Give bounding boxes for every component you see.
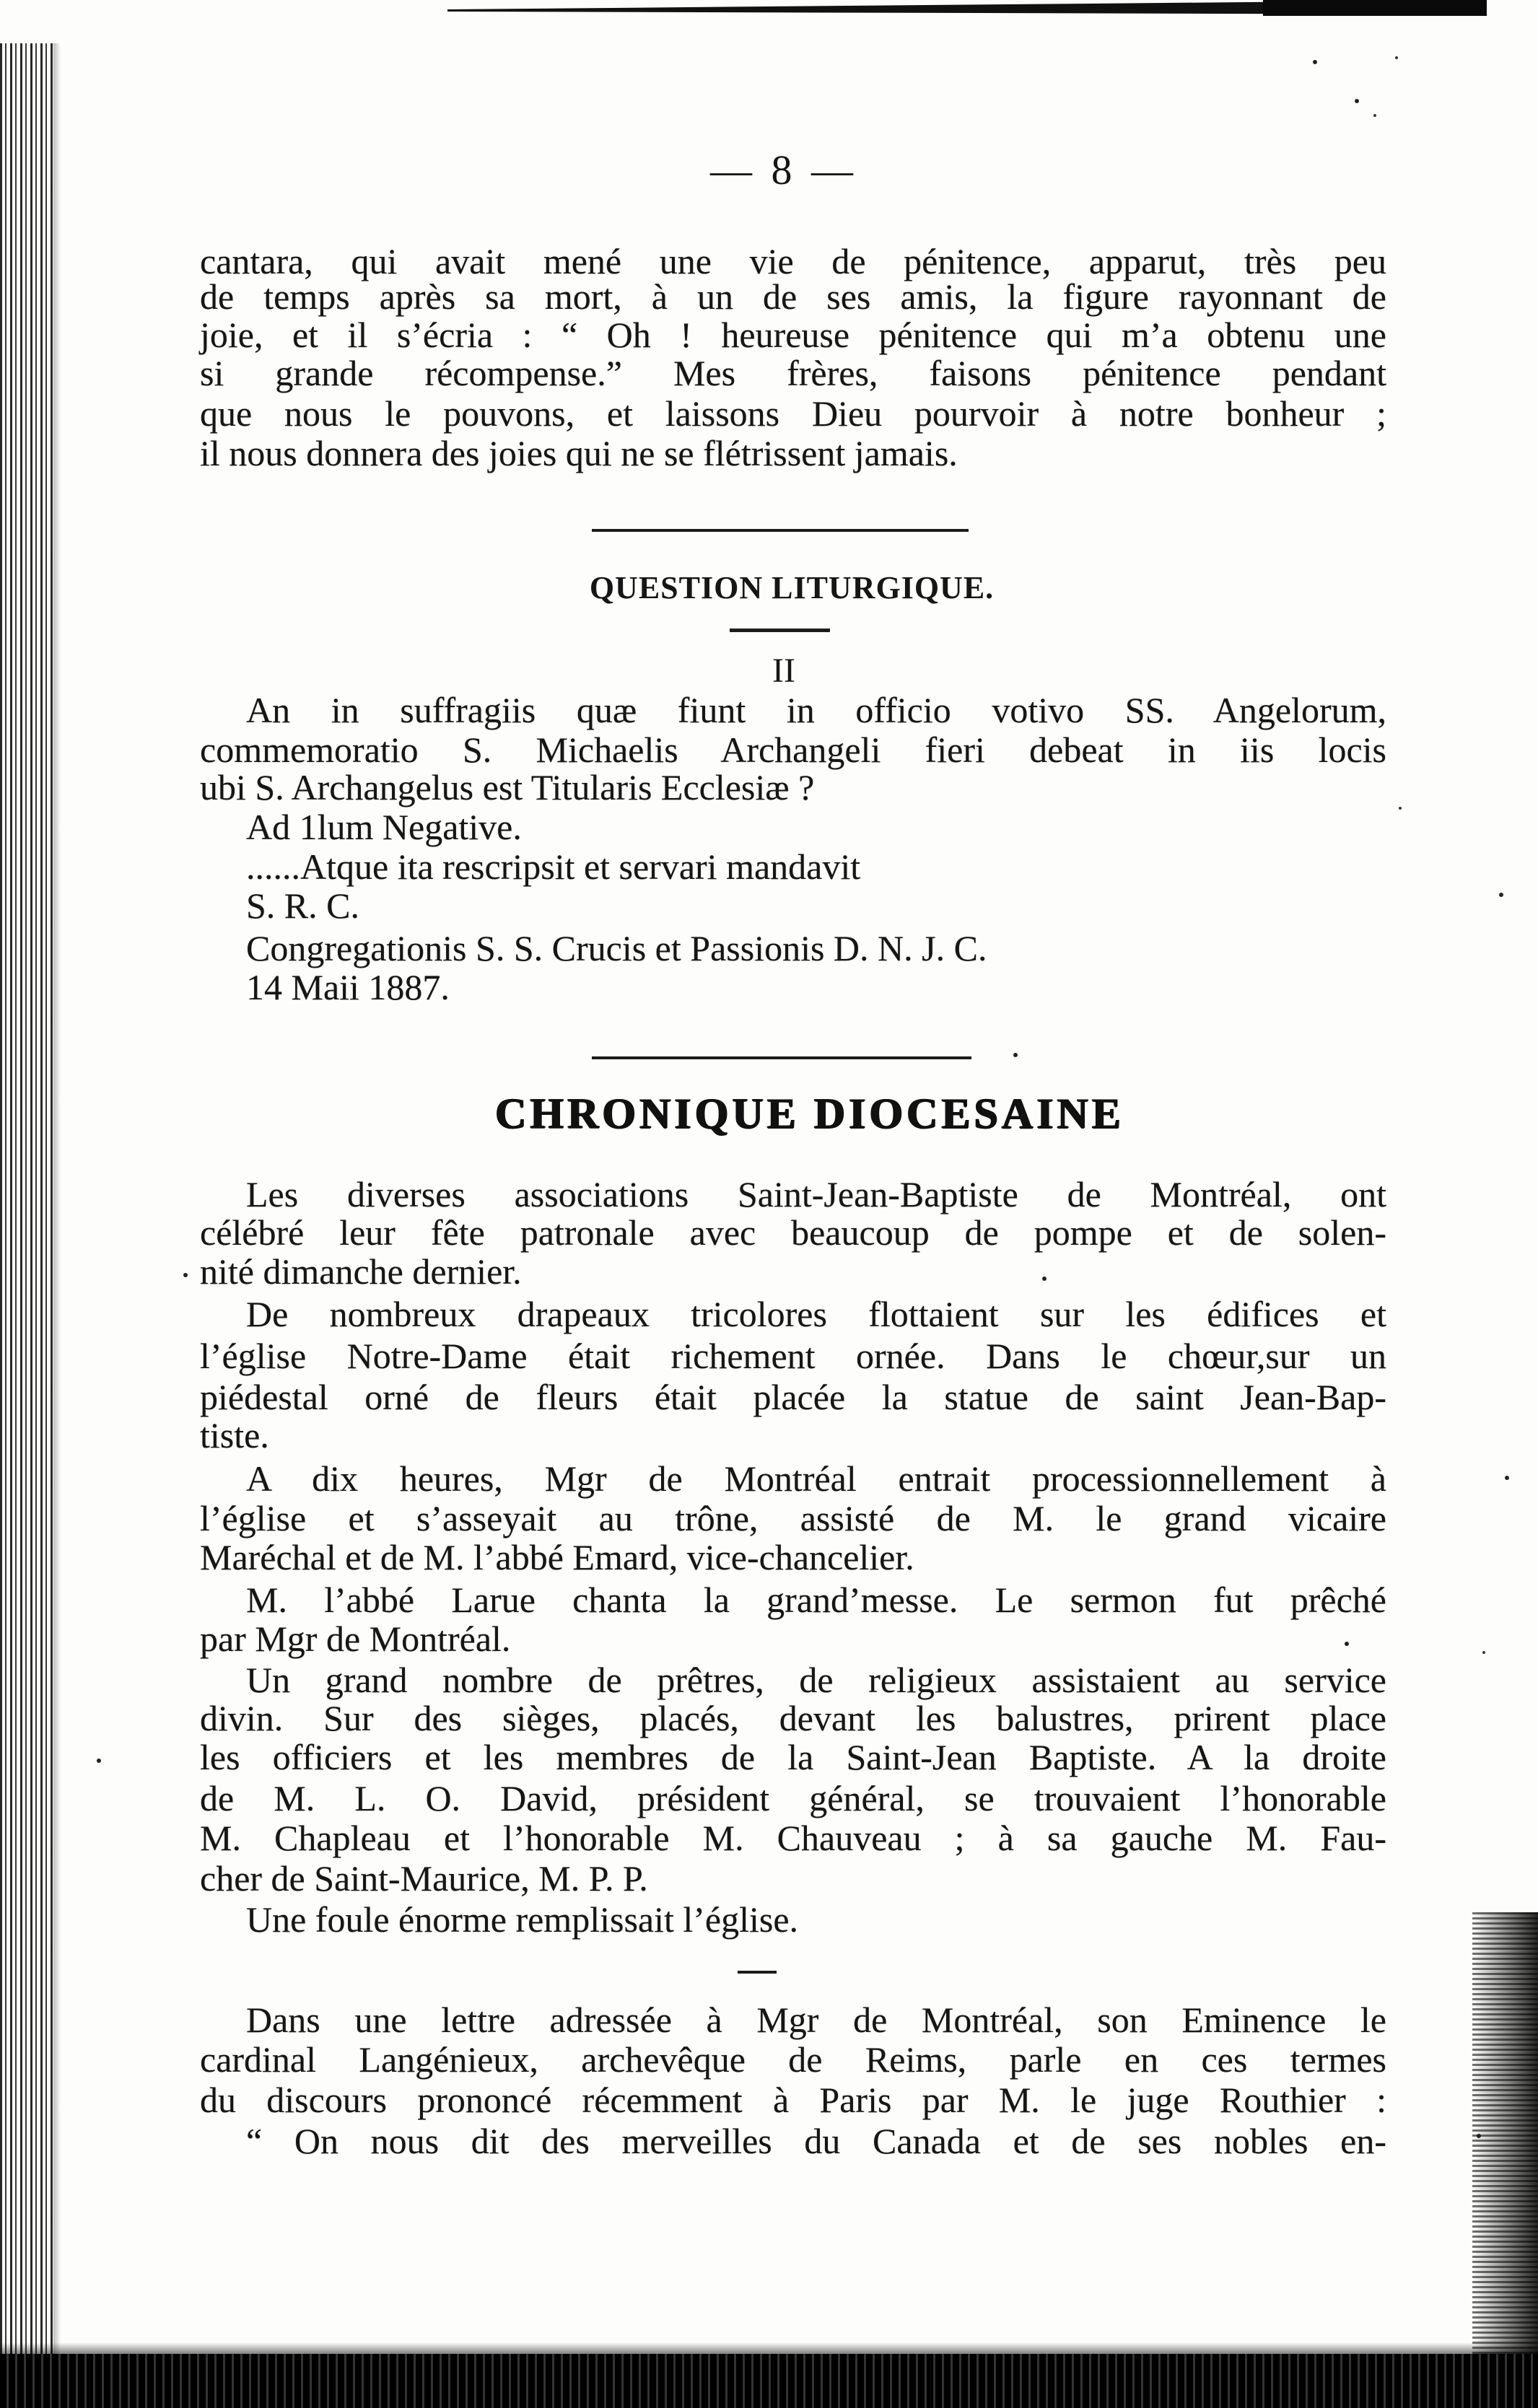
text-line: de temps après sa mort, à un de ses amis, la figure rayonnant de [200, 276, 1386, 317]
text-line: l’église Notre-Dame était richement ornée. Dans le chœur,sur un [200, 1336, 1386, 1376]
section-heading: QUESTION LITURGIQUE. [589, 570, 995, 605]
scan-speck [1355, 99, 1359, 103]
text-line: que nous le pouvons, et laissons Dieu pourvoir à notre bonheur ; [200, 393, 1386, 434]
text-line: cher de Saint-Maurice, M. P. P. [200, 1858, 648, 1899]
scan-binding-shadow [53, 43, 61, 2367]
text-line: joie, et il s’écria : “ Oh ! heureuse pénitence qui m’a obtenu une [200, 315, 1386, 355]
scan-speck [183, 1273, 188, 1277]
text-line: cantara, qui avait mené une vie de pénitence, apparut, très peu [200, 241, 1386, 281]
scan-speck [1399, 807, 1402, 810]
scan-speck [1013, 1053, 1018, 1057]
scan-edge-top-thick [1263, 0, 1487, 16]
page-number: — 8 — [710, 146, 857, 193]
text-line: cardinal Langénieux, archevêque de Reims, parle en ces termes [200, 2039, 1386, 2080]
text-line: Un grand nombre de prêtres, de religieux assistaient au service [246, 1660, 1386, 1700]
text-line: divin. Sur des sièges, placés, devant les balustres, prirent place [200, 1698, 1386, 1738]
scan-edge-bottom [0, 2354, 1538, 2408]
text-line: tiste. [200, 1415, 269, 1455]
scan-speck [1395, 56, 1398, 59]
text-line: Une foule énorme remplissait l’église. [246, 1899, 799, 1940]
text-line: si grande récompense.” Mes frères, faisons pénitence pendant [200, 353, 1386, 393]
text-line: par Mgr de Montréal. [200, 1619, 511, 1659]
text-line: piédestal orné de fleurs était placée la statue de saint Jean-Bap- [200, 1377, 1386, 1417]
text-line: A dix heures, Mgr de Montréal entrait processionnellement à [246, 1458, 1386, 1499]
section-numeral: II [772, 652, 795, 690]
text-line: ......Atque ita rescripsit et servari mandavit [246, 846, 861, 887]
text-line: de M. L. O. David, président général, se trouvaient l’honorable [200, 1778, 1386, 1818]
section-heading: CHRONIQUE DIOCESAINE [495, 1090, 1124, 1137]
scan-binding-left [0, 43, 53, 2367]
text-line: Les diverses associations Saint-Jean-Baptiste de Montréal, ont [246, 1174, 1386, 1214]
text-line: Dans une lettre adressée à Mgr de Montréal, son Eminence le [246, 2000, 1386, 2040]
text-line: l’église et s’asseyait au trône, assisté de M. le grand vicaire [200, 1498, 1386, 1538]
scan-speck [1373, 114, 1376, 117]
text-line: il nous donnera des joies qui ne se flétrissent jamais. [200, 433, 958, 473]
scan-edge-right [1472, 1912, 1538, 2374]
text-line: Maréchal et de M. l’abbé Emard, vice-chancelier. [200, 1537, 914, 1577]
text-line: Ad 1lum Negative. [246, 807, 522, 847]
scan-speck [1313, 60, 1317, 64]
scan-speck [97, 1759, 101, 1763]
text-line: M. l’abbé Larue chanta la grand’messe. Le sermon fut prêché [246, 1580, 1386, 1620]
heading-underline [730, 629, 830, 632]
text-line: les officiers et les membres de la Saint-Jean Baptiste. A la droite [200, 1737, 1386, 1777]
scan-speck [1499, 893, 1503, 897]
text-line: An in suffragiis quæ fiunt in officio votivo SS. Angelorum, [246, 690, 1386, 730]
scan-speck [1505, 1476, 1509, 1480]
section-divider [592, 1056, 971, 1059]
text-line: nité dimanche dernier. [200, 1251, 522, 1292]
text-line: Congregationis S. S. Crucis et Passionis D. N. J. C. [246, 928, 987, 968]
text-line: commemoratio S. Michaelis Archangeli fieri debeat in iis locis [200, 730, 1386, 770]
text-line: célébré leur fête patronale avec beaucoup de pompe et de solen- [200, 1212, 1386, 1253]
text-line: ubi S. Archangelus est Titularis Ecclesiæ ? [200, 767, 815, 807]
scan-edge-top [433, 0, 1487, 17]
section-divider [592, 529, 969, 532]
text-line: S. R. C. [246, 885, 360, 926]
short-separator [738, 1971, 777, 1974]
text-line: 14 Maii 1887. [246, 967, 450, 1007]
text-line: M. Chapleau et l’honorable M. Chauveau ; à sa gauche M. Fau- [200, 1818, 1386, 1858]
scan-speck [1482, 1651, 1485, 1654]
text-line: De nombreux drapeaux tricolores flottaient sur les édifices et [246, 1294, 1386, 1334]
text-line: du discours prononcé récemment à Paris par M. le juge Routhier : [200, 2080, 1386, 2120]
text-line: “ On nous dit des merveilles du Canada et de ses nobles en- [246, 2121, 1386, 2161]
